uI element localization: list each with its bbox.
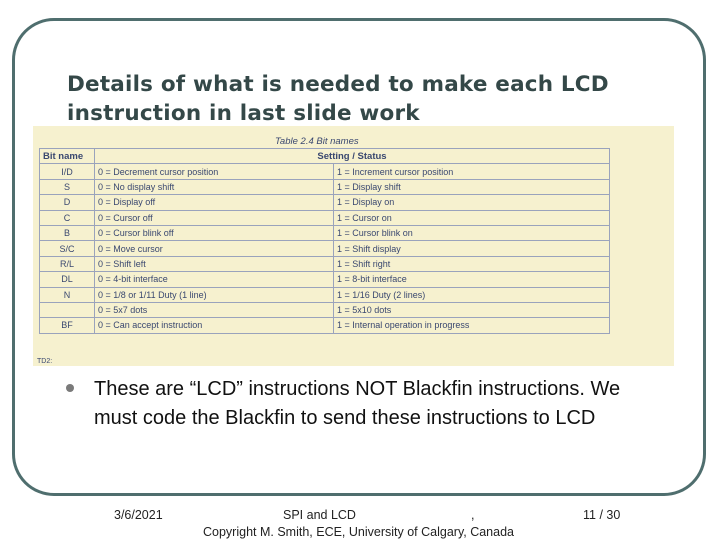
table-caption: Table 2.4 Bit names [275, 136, 359, 147]
title-line-2: instruction in last slide work [67, 101, 420, 126]
zero-setting-cell: 0 = No display shift [95, 179, 334, 194]
table-row [40, 287, 610, 302]
table-row [40, 302, 610, 317]
table-row [40, 179, 610, 194]
table-row [40, 241, 610, 256]
zero-setting-cell: 0 = 5x7 dots [95, 302, 334, 317]
zero-setting-cell: 0 = 1/8 or 1/11 Duty (1 line) [95, 287, 334, 302]
zero-setting-cell: 0 = Move cursor [95, 241, 334, 256]
bit-names-table-image [33, 126, 674, 366]
one-setting-cell: 1 = Cursor on [334, 210, 610, 225]
footer-page-number: 11 / 30 [583, 508, 621, 522]
one-setting-cell: 1 = Display shift [334, 179, 610, 194]
bit-name-cell: I/D [40, 164, 95, 179]
one-setting-cell: 1 = 8-bit interface [334, 272, 610, 287]
footer-date: 3/6/2021 [114, 508, 163, 522]
one-setting-cell: 1 = Internal operation in progress [334, 318, 610, 333]
zero-setting-cell: 0 = Can accept instruction [95, 318, 334, 333]
bit-name-cell: S/C [40, 241, 95, 256]
table-row [40, 195, 610, 210]
one-setting-cell: 1 = 1/16 Duty (2 lines) [334, 287, 610, 302]
bit-name-cell [40, 302, 95, 317]
table-row [40, 225, 610, 240]
title-line-1: Details of what is needed to make each LCD [67, 72, 609, 97]
bit-name-cell: R/L [40, 256, 95, 271]
bullet-text: These are “LCD” instructions NOT Blackfin instructions. We must code the Blackfin to send these instructions to LCD [94, 378, 621, 429]
table-row [40, 210, 610, 225]
table-row [40, 256, 610, 271]
bit-name-cell: D [40, 195, 95, 210]
table-header-row [40, 149, 610, 164]
footer-copyright: Copyright M. Smith, ECE, University of Calgary, Canada [203, 525, 514, 539]
one-setting-cell: 1 = Display on [334, 195, 610, 210]
one-setting-cell: 1 = Shift display [334, 241, 610, 256]
bit-names-table [39, 148, 610, 334]
bit-name-cell: N [40, 287, 95, 302]
zero-setting-cell: 0 = Cursor off [95, 210, 334, 225]
bit-name-cell: S [40, 179, 95, 194]
bit-name-cell: BF [40, 318, 95, 333]
one-setting-cell: 1 = 5x10 dots [334, 302, 610, 317]
table-row [40, 318, 610, 333]
zero-setting-cell: 0 = Cursor blink off [95, 225, 334, 240]
round-bullet-icon [66, 384, 74, 392]
slide-title [67, 70, 677, 128]
header-setting-status: Setting / Status [95, 149, 610, 164]
bit-name-cell: C [40, 210, 95, 225]
zero-setting-cell: 0 = Decrement cursor position [95, 164, 334, 179]
one-setting-cell: 1 = Cursor blink on [334, 225, 610, 240]
zero-setting-cell: 0 = 4-bit interface [95, 272, 334, 287]
footer-separator: , [471, 508, 475, 522]
footer-course: SPI and LCD [283, 508, 356, 522]
one-setting-cell: 1 = Shift right [334, 256, 610, 271]
table-row [40, 272, 610, 287]
one-setting-cell: 1 = Increment cursor position [334, 164, 610, 179]
bit-name-cell: DL [40, 272, 95, 287]
bit-name-cell: B [40, 225, 95, 240]
table-footnote: TD2: [37, 358, 53, 365]
zero-setting-cell: 0 = Display off [95, 195, 334, 210]
header-bit-name: Bit name [40, 149, 95, 164]
table-row [40, 164, 610, 179]
zero-setting-cell: 0 = Shift left [95, 256, 334, 271]
